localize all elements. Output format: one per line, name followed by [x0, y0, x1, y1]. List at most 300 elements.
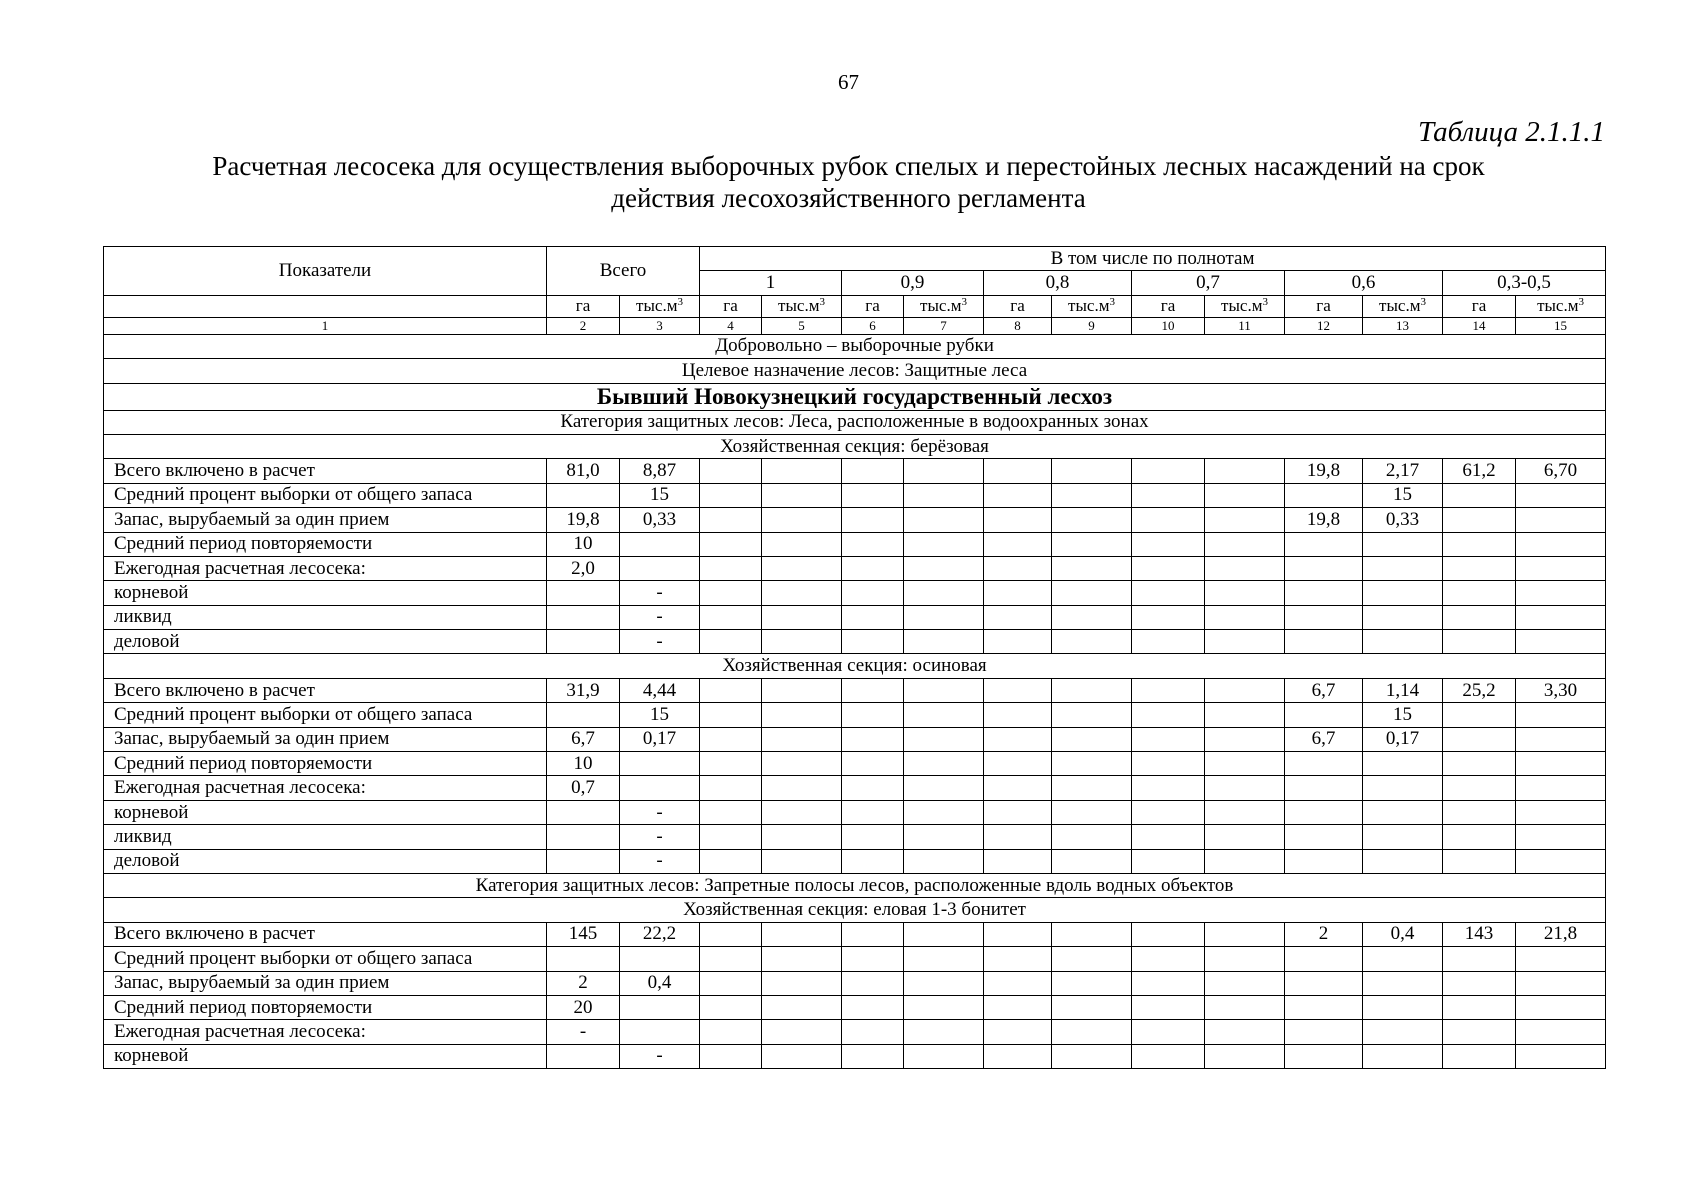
table-cell: [1285, 483, 1363, 507]
table-cell: [1285, 825, 1363, 849]
category-row: [104, 873, 1606, 897]
table-cell: [700, 922, 762, 946]
table-cell: [842, 947, 904, 971]
row-label: ликвид: [104, 825, 547, 849]
unit-ha: га: [984, 295, 1052, 317]
table-cell: [1516, 849, 1606, 873]
row-label: Всего включено в расчет: [104, 922, 547, 946]
table-cell: [1205, 849, 1285, 873]
table-cell: 15: [620, 483, 700, 507]
table-cell: [1052, 849, 1132, 873]
table-cell: [1205, 752, 1285, 776]
unit-volume-text: тыс.м: [778, 296, 820, 316]
table-cell: [762, 825, 842, 849]
table-cell: [1443, 532, 1516, 556]
column-number: 7: [904, 317, 984, 334]
table-cell: [1285, 995, 1363, 1019]
table-cell: -: [620, 1044, 700, 1068]
column-number: 12: [1285, 317, 1363, 334]
table-cell: [984, 922, 1052, 946]
table-cell: [762, 922, 842, 946]
table-cell: [700, 947, 762, 971]
unit-volume: [1516, 295, 1606, 317]
table-cell: [1516, 947, 1606, 971]
table-cell: [547, 703, 620, 727]
table-cell: 19,8: [1285, 508, 1363, 532]
table-cell: 143: [1443, 922, 1516, 946]
table-cell: [1443, 727, 1516, 751]
header-row-1: [104, 247, 1606, 271]
table-cell: [842, 703, 904, 727]
table-cell: [547, 483, 620, 507]
table-cell: [1516, 825, 1606, 849]
table-cell: [984, 703, 1052, 727]
header-density: 0,7: [1132, 271, 1285, 295]
table-row: [104, 483, 1606, 507]
row-label: Средний процент выборки от общего запаса: [104, 947, 547, 971]
table-cell: [1516, 800, 1606, 824]
table-cell: [904, 971, 984, 995]
row-label: Средний период повторяемости: [104, 752, 547, 776]
unit-ha: га: [1132, 295, 1205, 317]
forest-purpose: Целевое назначение лесов: Защитные леса: [104, 359, 1606, 383]
column-number: 14: [1443, 317, 1516, 334]
row-label: Ежегодная расчетная лесосека:: [104, 776, 547, 800]
table-cell: [1205, 630, 1285, 654]
table-row: [104, 678, 1606, 702]
table-cell: [762, 849, 842, 873]
table-cell: [842, 971, 904, 995]
table-cell: 8,87: [620, 459, 700, 483]
table-cell: 6,7: [1285, 678, 1363, 702]
table-cell: [984, 459, 1052, 483]
table-cell: [1285, 776, 1363, 800]
column-number: 4: [700, 317, 762, 334]
table-cell: 0,17: [1363, 727, 1443, 751]
table-cell: [1443, 1020, 1516, 1044]
table-cell: -: [620, 800, 700, 824]
table-cell: [1516, 1020, 1606, 1044]
table-row: [104, 581, 1606, 605]
table-cell: [984, 678, 1052, 702]
unit-ha: га: [1443, 295, 1516, 317]
table-cell: [984, 727, 1052, 751]
column-number: 9: [1052, 317, 1132, 334]
table-cell: [762, 752, 842, 776]
unit-volume-exponent: 3: [677, 296, 683, 309]
table-cell: [842, 605, 904, 629]
table-cell: [842, 1044, 904, 1068]
table-cell: 21,8: [1516, 922, 1606, 946]
table-cell: [620, 1020, 700, 1044]
table-row: [104, 556, 1606, 580]
unit-volume-exponent: 3: [1420, 296, 1426, 309]
section-title: Хозяйственная секция: осиновая: [104, 654, 1606, 678]
table-cell: [762, 581, 842, 605]
table-cell: [842, 630, 904, 654]
table-cell: [904, 581, 984, 605]
table-cell: [1052, 508, 1132, 532]
table-cell: 2,17: [1363, 459, 1443, 483]
table-cell: [1363, 825, 1443, 849]
column-number: 5: [762, 317, 842, 334]
row-label: Запас, вырубаемый за один прием: [104, 508, 547, 532]
header-row-column-numbers: [104, 317, 1606, 334]
table-cell: 0,33: [620, 508, 700, 532]
table-cell: [1443, 630, 1516, 654]
table-cell: [984, 971, 1052, 995]
felling-table: [103, 246, 1606, 1069]
table-cell: 6,70: [1516, 459, 1606, 483]
table-cell: [1052, 532, 1132, 556]
table-cell: [700, 1044, 762, 1068]
table-cell: [904, 995, 984, 1019]
table-cell: [700, 971, 762, 995]
table-cell: -: [620, 825, 700, 849]
table-row: [104, 922, 1606, 946]
table-cell: [1205, 825, 1285, 849]
table-cell: [1052, 556, 1132, 580]
table-cell: [1285, 1020, 1363, 1044]
table-cell: 31,9: [547, 678, 620, 702]
section-row: [104, 898, 1606, 922]
section-title: Хозяйственная секция: еловая 1-3 бонитет: [104, 898, 1606, 922]
table-cell: 6,7: [1285, 727, 1363, 751]
table-cell: -: [620, 630, 700, 654]
table-cell: [1052, 1044, 1132, 1068]
table-cell: [904, 1044, 984, 1068]
table-cell: [1132, 630, 1205, 654]
table-cell: [1132, 1044, 1205, 1068]
table-cell: [547, 825, 620, 849]
table-cell: [842, 849, 904, 873]
row-label: деловой: [104, 630, 547, 654]
table-cell: [1132, 483, 1205, 507]
table-cell: [904, 800, 984, 824]
table-row: [104, 1020, 1606, 1044]
table-cell: [1363, 1044, 1443, 1068]
table-cell: [547, 605, 620, 629]
unit-volume-text: тыс.м: [920, 296, 962, 316]
table-cell: [904, 508, 984, 532]
table-cell: -: [620, 849, 700, 873]
table-row: [104, 508, 1606, 532]
purpose-row: [104, 359, 1606, 383]
table-row: [104, 727, 1606, 751]
table-cell: [620, 532, 700, 556]
table-cell: [1363, 971, 1443, 995]
table-cell: [1285, 581, 1363, 605]
row-label: Запас, вырубаемый за один прием: [104, 971, 547, 995]
table-cell: [547, 581, 620, 605]
table-cell: [700, 630, 762, 654]
row-label: ликвид: [104, 605, 547, 629]
table-cell: 1,14: [1363, 678, 1443, 702]
table-cell: [1205, 581, 1285, 605]
table-cell: [1285, 556, 1363, 580]
table-cell: [1285, 532, 1363, 556]
table-cell: [842, 727, 904, 751]
unit-volume-exponent: 3: [1578, 296, 1584, 309]
table-cell: [700, 727, 762, 751]
table-cell: [842, 752, 904, 776]
table-cell: [984, 556, 1052, 580]
table-cell: [762, 508, 842, 532]
table-cell: [1205, 1020, 1285, 1044]
table-cell: [620, 776, 700, 800]
table-cell: [1516, 995, 1606, 1019]
organization-name: Бывший Новокузнецкий государственный лесхоз: [104, 383, 1606, 410]
column-number: 13: [1363, 317, 1443, 334]
table-cell: [547, 849, 620, 873]
table-cell: [1516, 581, 1606, 605]
table-row: [104, 605, 1606, 629]
table-cell: [620, 752, 700, 776]
table-cell: [1363, 947, 1443, 971]
table-cell: [1132, 776, 1205, 800]
table-cell: [762, 630, 842, 654]
table-cell: [1443, 800, 1516, 824]
table-cell: [1285, 800, 1363, 824]
table-row: [104, 971, 1606, 995]
table-cell: 0,7: [547, 776, 620, 800]
table-cell: [1205, 678, 1285, 702]
table-cell: [1516, 703, 1606, 727]
table-cell: [1363, 752, 1443, 776]
unit-ha: га: [842, 295, 904, 317]
table-cell: [700, 605, 762, 629]
table-cell: [984, 825, 1052, 849]
table-cell: [1132, 947, 1205, 971]
column-number: 2: [547, 317, 620, 334]
table-row: [104, 825, 1606, 849]
table-cell: [1132, 1020, 1205, 1044]
row-label: Средний период повторяемости: [104, 532, 547, 556]
table-cell: [1052, 800, 1132, 824]
table-cell: [1363, 556, 1443, 580]
row-label: корневой: [104, 800, 547, 824]
table-cell: [1285, 752, 1363, 776]
table-cell: [1285, 947, 1363, 971]
document-title: [160, 150, 1537, 214]
unit-ha: га: [1285, 295, 1363, 317]
table-cell: [904, 703, 984, 727]
section-row: [104, 654, 1606, 678]
table-cell: [1285, 971, 1363, 995]
unit-volume-exponent: 3: [1262, 296, 1268, 309]
table-cell: [1443, 508, 1516, 532]
table-cell: [1443, 971, 1516, 995]
table-cell: [547, 947, 620, 971]
table-cell: [762, 483, 842, 507]
title-line-2: действия лесохозяйственного регламента: [611, 183, 1086, 213]
table-cell: [1132, 971, 1205, 995]
table-cell: [700, 678, 762, 702]
table-cell: [1132, 459, 1205, 483]
table-cell: [1205, 922, 1285, 946]
unit-volume-exponent: 3: [1109, 296, 1115, 309]
table-cell: [1516, 1044, 1606, 1068]
table-cell: [762, 678, 842, 702]
table-cell: [762, 605, 842, 629]
column-number: 1: [104, 317, 547, 334]
table-cell: [1132, 849, 1205, 873]
table-cell: [904, 849, 984, 873]
table-cell: [762, 776, 842, 800]
table-cell: [1052, 922, 1132, 946]
table-cell: [700, 825, 762, 849]
table-cell: [1052, 776, 1132, 800]
table-cell: [1516, 776, 1606, 800]
table-cell: [1443, 849, 1516, 873]
table-cell: 0,4: [1363, 922, 1443, 946]
unit-volume-exponent: 3: [819, 296, 825, 309]
header-density: 1: [700, 271, 842, 295]
table-cell: [904, 678, 984, 702]
column-number: 3: [620, 317, 700, 334]
table-cell: [842, 459, 904, 483]
table-cell: [1052, 727, 1132, 751]
table-cell: [1363, 581, 1443, 605]
table-cell: 0,17: [620, 727, 700, 751]
column-number: 10: [1132, 317, 1205, 334]
table-cell: [762, 459, 842, 483]
table-cell: 19,8: [547, 508, 620, 532]
table-cell: [842, 1020, 904, 1044]
table-cell: [1205, 459, 1285, 483]
table-cell: 61,2: [1443, 459, 1516, 483]
header-indicators: Показатели: [104, 247, 547, 296]
table-cell: [1052, 825, 1132, 849]
table-cell: [1443, 825, 1516, 849]
table-cell: [1363, 1020, 1443, 1044]
table-cell: [904, 727, 984, 751]
table-cell: [1052, 971, 1132, 995]
table-cell: [1132, 532, 1205, 556]
table-cell: [762, 1044, 842, 1068]
table-cell: 2: [547, 971, 620, 995]
table-cell: [984, 947, 1052, 971]
table-row: [104, 752, 1606, 776]
table-cell: [1443, 556, 1516, 580]
header-row-units: [104, 295, 1606, 317]
table-cell: [984, 532, 1052, 556]
table-cell: [1443, 776, 1516, 800]
table-cell: [547, 1044, 620, 1068]
table-cell: [1443, 703, 1516, 727]
table-cell: 81,0: [547, 459, 620, 483]
table-cell: [1205, 703, 1285, 727]
table-cell: [700, 800, 762, 824]
table-cell: [700, 849, 762, 873]
table-cell: [1363, 605, 1443, 629]
table-cell: [1052, 752, 1132, 776]
table-cell: [1205, 1044, 1285, 1068]
row-label: корневой: [104, 581, 547, 605]
unit-volume: [620, 295, 700, 317]
table-cell: [1205, 971, 1285, 995]
table-cell: 15: [1363, 703, 1443, 727]
table-cell: [762, 727, 842, 751]
unit-volume-text: тыс.м: [636, 296, 678, 316]
header-density: 0,3-0,5: [1443, 271, 1606, 295]
table-cell: [842, 922, 904, 946]
table-cell: [842, 483, 904, 507]
table-cell: 15: [1363, 483, 1443, 507]
table-cell: [1132, 581, 1205, 605]
table-cell: [1205, 947, 1285, 971]
row-label: Всего включено в расчет: [104, 459, 547, 483]
table-cell: [700, 581, 762, 605]
header-density: 0,6: [1285, 271, 1443, 295]
table-cell: [1052, 581, 1132, 605]
table-cell: [762, 971, 842, 995]
table-cell: [620, 995, 700, 1019]
table-cell: [700, 508, 762, 532]
column-number: 15: [1516, 317, 1606, 334]
table-cell: [700, 703, 762, 727]
table-cell: [1132, 825, 1205, 849]
table-cell: [1516, 752, 1606, 776]
table-cell: [842, 532, 904, 556]
table-cell: [620, 556, 700, 580]
table-cell: 4,44: [620, 678, 700, 702]
table-row: [104, 630, 1606, 654]
unit-volume: [762, 295, 842, 317]
table-cell: [1052, 605, 1132, 629]
table-cell: 6,7: [547, 727, 620, 751]
table-cell: 20: [547, 995, 620, 1019]
table-cell: [904, 947, 984, 971]
unit-volume: [1363, 295, 1443, 317]
table-cell: [1363, 532, 1443, 556]
table-cell: [984, 1044, 1052, 1068]
table-cell: [1516, 971, 1606, 995]
unit-ha: га: [547, 295, 620, 317]
table-cell: [1132, 556, 1205, 580]
header-density: 0,9: [842, 271, 984, 295]
table-cell: [1052, 947, 1132, 971]
section-row: [104, 434, 1606, 458]
row-label: Средний процент выборки от общего запаса: [104, 483, 547, 507]
table-cell: [700, 1020, 762, 1044]
table-cell: [1132, 800, 1205, 824]
header-by-density: В том числе по полнотам: [700, 247, 1606, 271]
table-cell: 0,4: [620, 971, 700, 995]
organization-row: [104, 383, 1606, 410]
table-row: [104, 1044, 1606, 1068]
unit-volume-text: тыс.м: [1068, 296, 1110, 316]
page-number: 67: [838, 70, 859, 94]
table-cell: -: [620, 605, 700, 629]
table-cell: [984, 752, 1052, 776]
table-cell: [1443, 605, 1516, 629]
table-cell: [1052, 1020, 1132, 1044]
unit-volume-text: тыс.м: [1221, 296, 1263, 316]
table-cell: [984, 483, 1052, 507]
unit-volume-text: тыс.м: [1537, 296, 1579, 316]
table-cell: [904, 922, 984, 946]
table-cell: [904, 483, 984, 507]
table-cell: [762, 800, 842, 824]
table-cell: [1285, 1044, 1363, 1068]
table-cell: 10: [547, 532, 620, 556]
table-cell: 15: [620, 703, 700, 727]
table-cell: [762, 703, 842, 727]
table-cell: 25,2: [1443, 678, 1516, 702]
table-cell: [904, 459, 984, 483]
table-cell: [1052, 459, 1132, 483]
